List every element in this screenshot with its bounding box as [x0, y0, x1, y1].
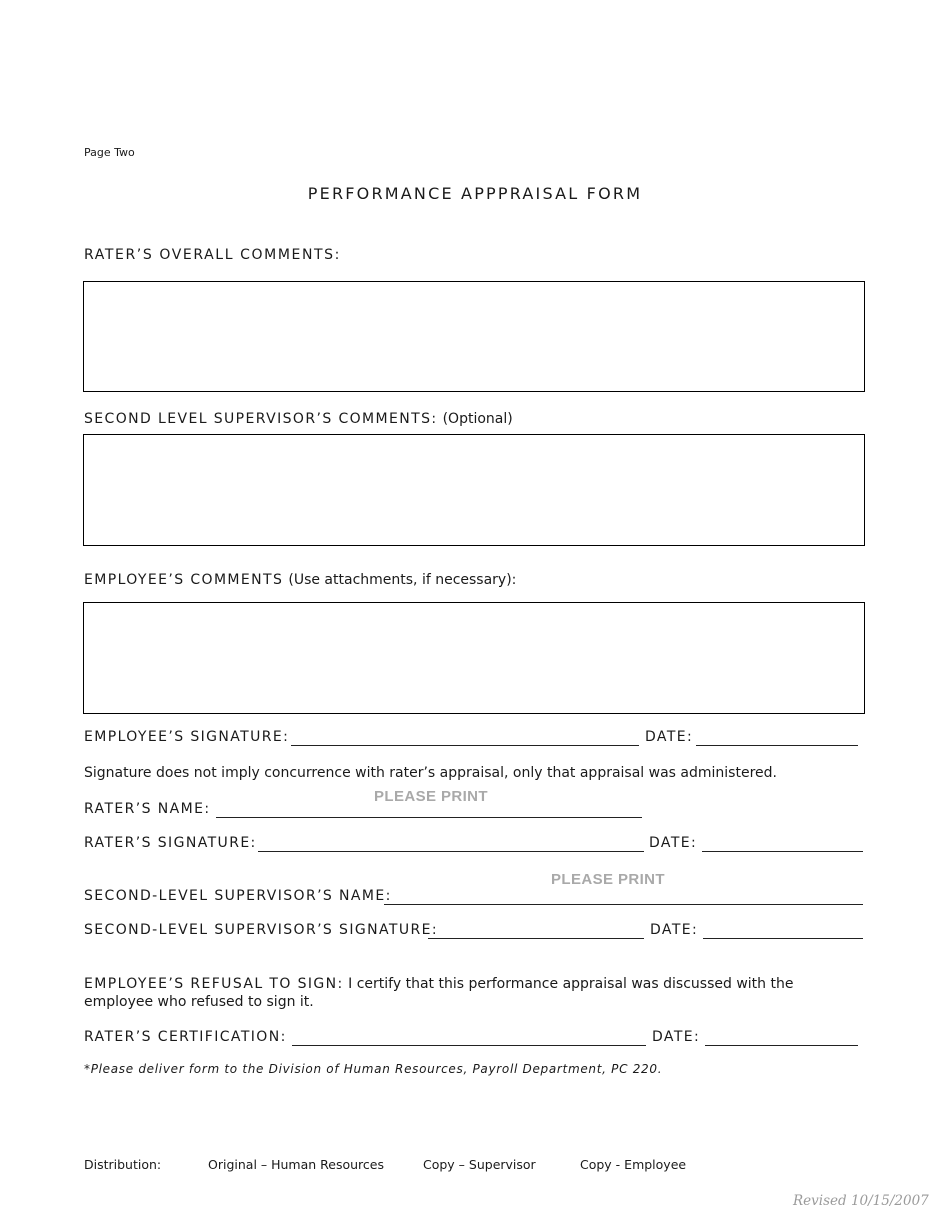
- delivery-footnote: *Please deliver form to the Division of Human Resources, Payroll Department, PC 220.: [84, 1062, 663, 1076]
- employee-comments-box[interactable]: [83, 602, 865, 714]
- raters-signature-date-label: DATE:: [649, 835, 698, 851]
- raters-signature-label: RATER’S SIGNATURE:: [84, 835, 257, 851]
- raters-certification-line[interactable]: [292, 1045, 646, 1046]
- second-level-name-line[interactable]: [384, 904, 863, 905]
- employee-comments-label: EMPLOYEE’S COMMENTS: [84, 572, 284, 588]
- employee-signature-date-line[interactable]: [696, 745, 858, 746]
- second-level-signature-line[interactable]: [428, 938, 644, 939]
- distribution-item-original: Original – Human Resources: [208, 1157, 385, 1172]
- second-level-comments-heading: [84, 408, 513, 427]
- employee-signature-label: EMPLOYEE’S SIGNATURE:: [84, 729, 290, 745]
- raters-name-label: RATER’S NAME:: [84, 801, 211, 817]
- refusal-paragraph: [84, 975, 854, 1011]
- refusal-label: EMPLOYEE’S REFUSAL TO SIGN:: [84, 976, 344, 992]
- second-level-name-print-hint: PLEASE PRINT: [551, 871, 665, 888]
- raters-signature-date-line[interactable]: [702, 851, 863, 852]
- raters-name-line[interactable]: [216, 817, 642, 818]
- employee-signature-line[interactable]: [291, 745, 639, 746]
- signature-disclaimer: Signature does not imply concurrence with rater’s appraisal, only that appraisal was administered.: [84, 765, 777, 781]
- employee-signature-date-label: DATE:: [645, 729, 694, 745]
- raters-comments-label: RATER’S OVERALL COMMENTS:: [84, 247, 341, 263]
- raters-comments-box[interactable]: [83, 281, 865, 392]
- form-title: PERFORMANCE APPPRAISAL FORM: [307, 184, 643, 203]
- second-level-comments-label: SECOND LEVEL SUPERVISOR’S COMMENTS:: [84, 411, 438, 427]
- distribution-item-employee: Copy - Employee: [580, 1157, 687, 1172]
- distribution-label: Distribution:: [84, 1157, 162, 1172]
- second-level-signature-label: SECOND-LEVEL SUPERVISOR’S SIGNATURE:: [84, 922, 438, 938]
- raters-certification-date-label: DATE:: [652, 1029, 701, 1045]
- distribution-item-supervisor: Copy – Supervisor: [423, 1157, 536, 1172]
- second-level-signature-date-line[interactable]: [703, 938, 863, 939]
- revised-date: Revised 10/15/2007: [793, 1193, 929, 1209]
- employee-comments-heading: [84, 569, 516, 588]
- raters-certification-date-line[interactable]: [705, 1045, 858, 1046]
- page-label: Page Two: [84, 146, 135, 159]
- raters-name-print-hint: PLEASE PRINT: [374, 788, 488, 805]
- second-level-comments-note: (Optional): [442, 411, 513, 427]
- second-level-name-label: SECOND-LEVEL SUPERVISOR’S NAME:: [84, 888, 392, 904]
- refusal-text: I certify that this performance appraisal was discussed with the employee who refused to sign it.: [84, 976, 794, 1010]
- second-level-signature-date-label: DATE:: [650, 922, 699, 938]
- employee-comments-note: (Use attachments, if necessary):: [288, 572, 517, 588]
- second-level-comments-box[interactable]: [83, 434, 865, 546]
- raters-certification-label: RATER’S CERTIFICATION:: [84, 1029, 287, 1045]
- raters-signature-line[interactable]: [258, 851, 644, 852]
